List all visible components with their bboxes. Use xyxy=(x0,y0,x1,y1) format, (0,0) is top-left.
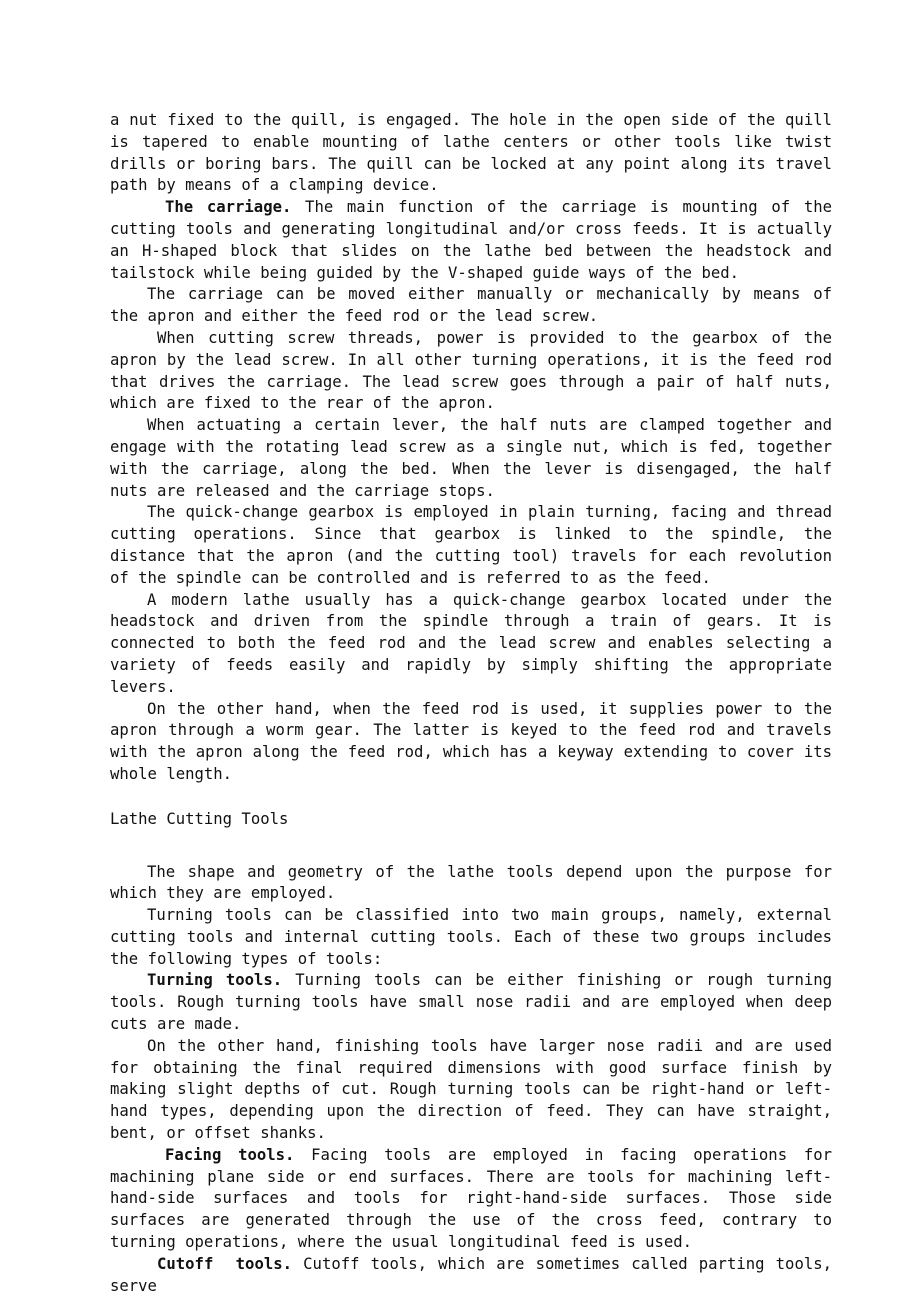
paragraph-modern-lathe: A modern lathe usually has a quick-change gearbox located under the headstock and driven from the spindle through a train of gears. It is connected to both the feed rod and the lead screw and enables selecting a variety of feeds easily and rapidly by simply shifting the appropriate levers. xyxy=(110,590,832,696)
paragraph-carriage xyxy=(110,197,832,284)
paragraph-tool-groups: Turning tools can be classified into two main groups, namely, external cutting tools and internal cutting tools. Each of these two groups includes the following types of tools: xyxy=(110,906,832,968)
paragraph-turning-tools xyxy=(110,970,832,1035)
paragraph-tool-shape: The shape and geometry of the lathe tools depend upon the purpose for which they are employed. xyxy=(110,862,832,903)
paragraph-screw-threads: When cutting screw threads, power is provided to the gearbox of the apron by the lead screw. In all other turning operations, it is the feed rod that drives the carriage. The lead screw goes through a pair of half nuts, which are fixed to the rear of the apron. xyxy=(110,328,832,413)
turning-tools-text: Turning tools can be either finishing or rough turning tools. Rough turning tools have small nose radii and are employed when deep cuts are made. xyxy=(110,971,832,1034)
paragraph-carriage-moved: The carriage can be moved either manually or mechanically by means of the apron and either the feed rod or the lead screw. xyxy=(110,285,832,326)
paragraph-quick-change: The quick-change gearbox is employed in plain turning, facing and thread cutting operations. Since that gearbox is linked to the spindle, the distance that the apron (and the cutting tool) travels for each revolution of the spindle can be controlled and is referred to as the feed. xyxy=(110,503,832,587)
document-page xyxy=(110,110,832,1297)
cutoff-tools-text: Cutoff tools, which are sometimes called parting tools, serve xyxy=(110,1254,832,1295)
paragraph-feed-rod: On the other hand, when the feed rod is used, it supplies power to the apron through a worm gear. The latter is keyed to the feed rod and travels with the apron along the feed rod, which has a keyway extending to cover its whole length. xyxy=(110,699,832,783)
carriage-text: The main function of the carriage is mounting of the cutting tools and generating longitudinal and/or cross feeds. It is actually an H-shaped block that slides on the lathe bed between the headstock and tailstock while being guided by the V-shaped guide ways of the bed. xyxy=(110,198,832,282)
paragraph-finishing-tools: On the other hand, finishing tools have larger nose radii and are used for obtaining the final required dimensions with good surface finish by making slight depths of cut. Rough turning tools can be right-hand or left-hand types, depending upon the direction of feed. They can have straight, bent, or offset shanks. xyxy=(110,1036,832,1143)
paragraph-facing-tools xyxy=(110,1145,832,1254)
cutoff-tools-lead: Cutoff tools. xyxy=(157,1254,292,1273)
paragraph-quill: a nut fixed to the quill, is engaged. The hole in the open side of the quill is tapered to enable mounting of lathe centers or other tools like twist drills or boring bars. The quill can be locked at any point along its travel path by means of a clamping device. xyxy=(110,111,832,195)
facing-tools-text: Facing tools are employed in facing operations for machining plane side or end surfaces. There are tools for machining left-hand-side surfaces and tools for right-hand-side surfaces. Those side surfaces are generated through the use of the cross feed, contrary to turning operations, where the usual longitudinal feed is used. xyxy=(110,1145,832,1252)
facing-tools-lead: Facing tools. xyxy=(165,1145,295,1164)
carriage-lead: The carriage. xyxy=(165,198,292,217)
paragraph-half-nuts: When actuating a certain lever, the half nuts are clamped together and engage with the rotating lead screw as a single nut, which is fed, together with the carriage, along the bed. When the lever is disengaged, the half nuts are released and the carriage stops. xyxy=(110,416,832,500)
turning-tools-lead: Turning tools. xyxy=(147,971,283,990)
paragraph-cutoff-tools xyxy=(110,1254,832,1298)
section-heading: Lathe Cutting Tools xyxy=(110,809,289,828)
